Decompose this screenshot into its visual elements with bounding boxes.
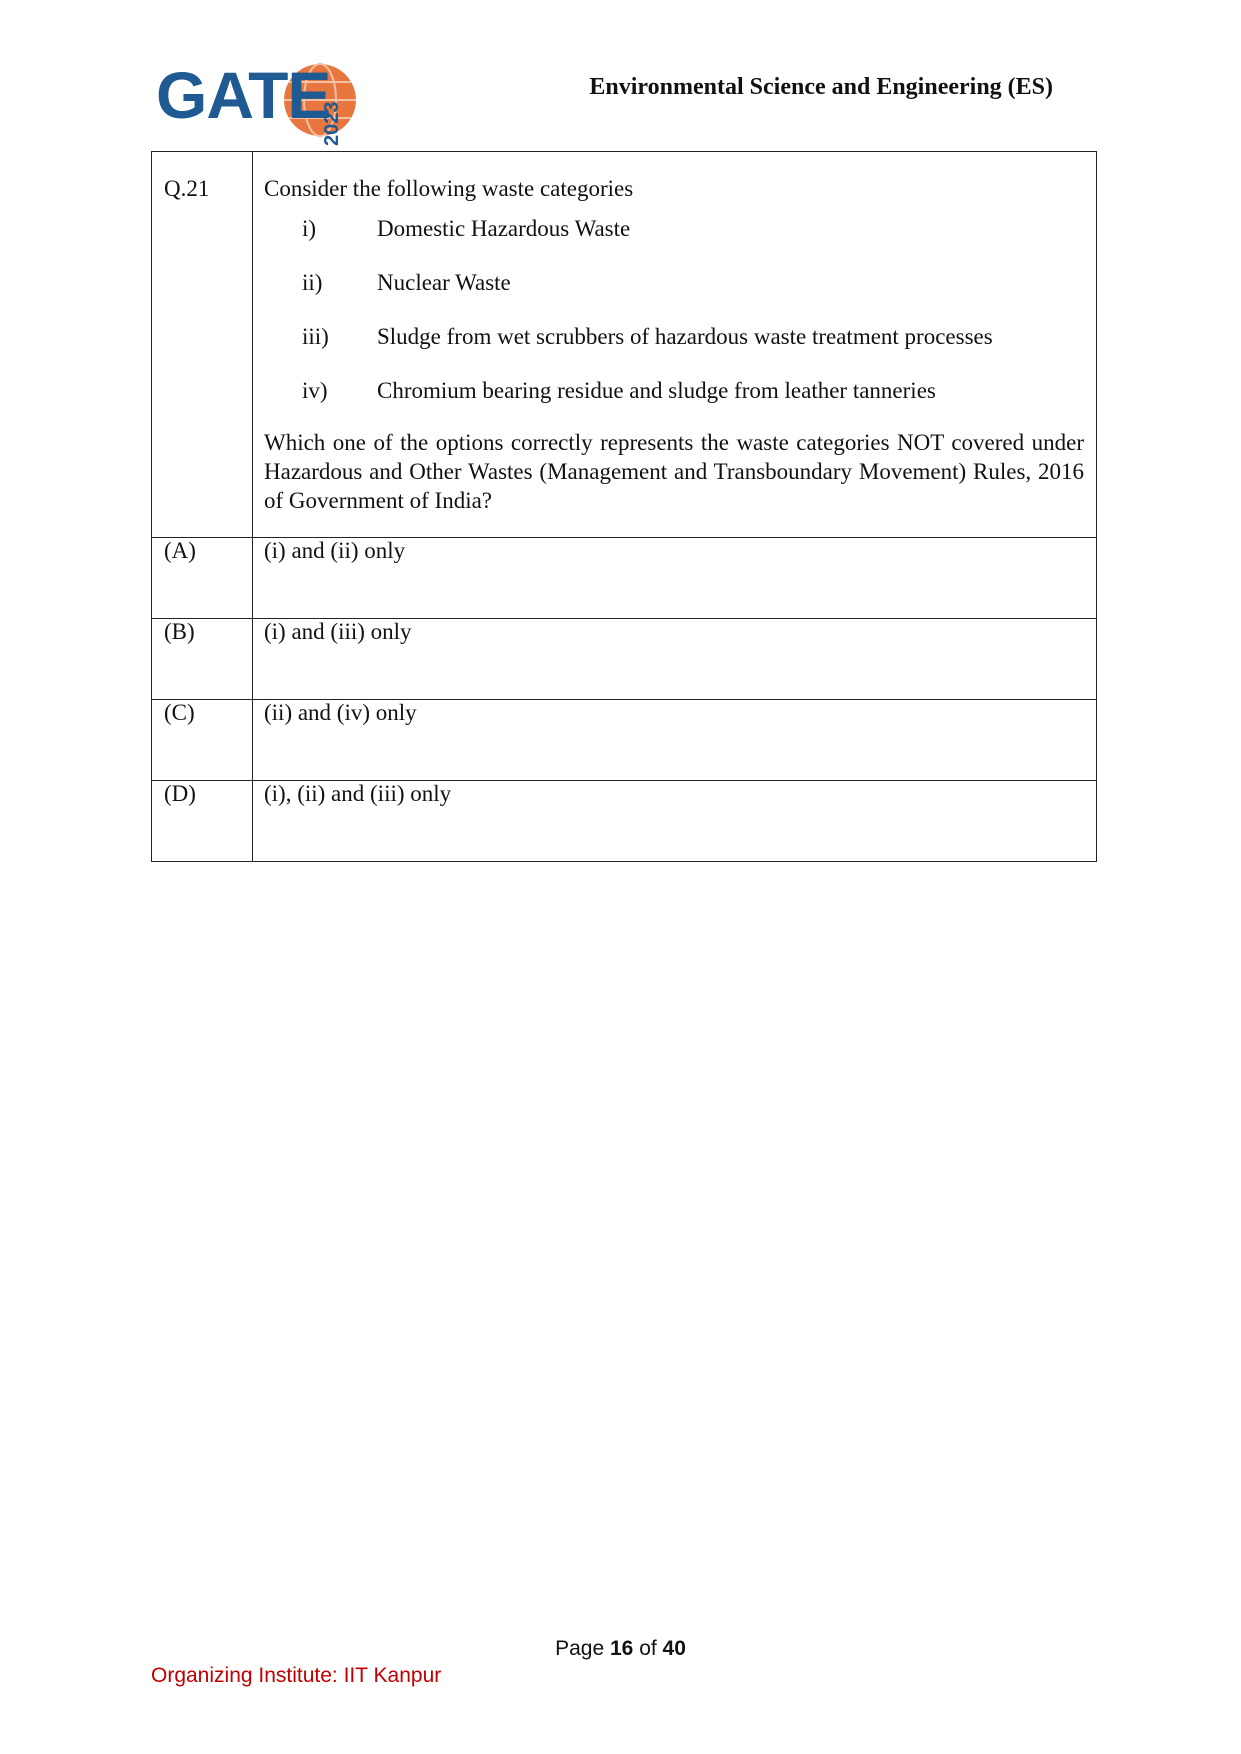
subject-title: Environmental Science and Engineering (ES) bbox=[589, 74, 1053, 100]
logo-year: 2023 bbox=[321, 101, 343, 146]
option-label: (D) bbox=[152, 781, 253, 862]
page-current: 16 bbox=[609, 1637, 634, 1660]
waste-category-list bbox=[302, 216, 1084, 408]
option-text: (i) and (iii) only bbox=[253, 619, 1097, 700]
option-label: (A) bbox=[152, 538, 253, 619]
option-label: (C) bbox=[152, 700, 253, 781]
list-item bbox=[302, 270, 1084, 324]
list-item-text: Nuclear Waste bbox=[377, 270, 511, 295]
question-stem: Which one of the options correctly represents the waste categories NOT covered under Hazardous and Other Wastes (Management and Transboundary Movement) Rules, 2016 of Government of India? bbox=[264, 430, 1084, 513]
question-row bbox=[152, 152, 1097, 538]
option-row-c[interactable] bbox=[152, 700, 1097, 781]
list-item bbox=[302, 324, 1084, 378]
question-number: Q.21 bbox=[152, 152, 253, 538]
page-total: 40 bbox=[662, 1637, 686, 1660]
list-item bbox=[302, 378, 1084, 408]
option-text: (i) and (ii) only bbox=[253, 538, 1097, 619]
list-item-text: Chromium bearing residue and sludge from leather tanneries bbox=[377, 378, 936, 403]
option-row-b[interactable] bbox=[152, 619, 1097, 700]
page-number bbox=[0, 1637, 1241, 1661]
question-body bbox=[253, 152, 1097, 538]
question-intro: Consider the following waste categories bbox=[264, 176, 634, 201]
list-item-number: iv) bbox=[302, 378, 328, 403]
organizing-institute: Organizing Institute: IIT Kanpur bbox=[151, 1664, 442, 1687]
gate-2023-logo bbox=[156, 58, 356, 146]
list-item-text: Domestic Hazardous Waste bbox=[377, 216, 631, 241]
list-item-number: iii) bbox=[302, 324, 329, 349]
question-table bbox=[151, 151, 1097, 862]
page-of: of bbox=[639, 1637, 657, 1660]
option-label: (B) bbox=[152, 619, 253, 700]
logo-text: GATE bbox=[156, 58, 331, 132]
page-prefix: Page bbox=[555, 1637, 605, 1660]
option-text: (ii) and (iv) only bbox=[253, 700, 1097, 781]
list-item-number: ii) bbox=[302, 270, 323, 295]
list-item-text: Sludge from wet scrubbers of hazardous waste treatment processes bbox=[377, 324, 993, 349]
option-text: (i), (ii) and (iii) only bbox=[253, 781, 1097, 862]
option-row-a[interactable] bbox=[152, 538, 1097, 619]
option-row-d[interactable] bbox=[152, 781, 1097, 862]
list-item-number: i) bbox=[302, 216, 317, 241]
list-item bbox=[302, 216, 1084, 270]
